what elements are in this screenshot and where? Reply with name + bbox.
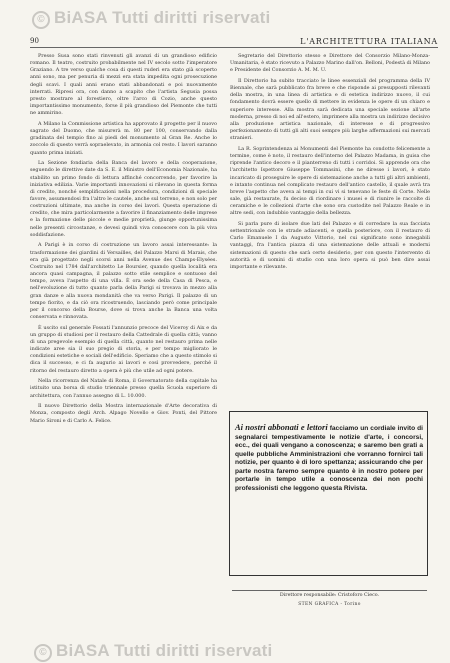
news-item: La Sezione fondiaria della Banca del lavoro e della cooperazione, seguendo le direttive date da S. E. il Ministro dell'Economia Nazionale, ha stabilito un primo fondo di lettura affinché concorrendo, per favorire la iniziativa edilizia. Varie importanti innovazioni si rilevano in questa forma di credito, nonché semplificazioni nella procedura, condizioni di speciale favore, assumendosi fra l'altro le cautele, anche sul terreno, e non solo per costruzioni ultimate, ma anche in corso dei lavori. Questa operazione di credito, che mira particolarmente a favorire il finanziamento delle imprese e la formazione delle piccole e medie proprietà, giunge opportunissima nelle presenti circostanze, e devesi quindi viva conoscere con la più viva soddisfazione.: [30, 160, 217, 238]
watermark-bottom-text: BiASA Tutti diritti riservati: [56, 641, 273, 660]
news-item: Si parla pure di isolare due lati del Palazzo e di corredare la sua facciata settentrionale con le strade adiacenti, e quella posteriore, con il restauro di Carlo Emanuele I da Augusto Vittorio, nel cui significato sono innegabili vantaggi, fra l'antica piazza di una sistemazione delle attuali e moderni sistemazioni di questo che sarà certo desiderio, per con questo l'intervento di autorità e di uomini di studio con una loro opera si può ben dire assai importante e rilevante.: [230, 220, 430, 270]
news-item: È uscito sul generale Fossati l'annunzio precoce del Viceroy di Aix e da un gruppo di studiosi per il restauro della Cattedrale di quella città; vanno di una pregevole esempio di quella città, quanto nel restauro prima nelle indicate aree sia il suo pregio di storia, e per tempo migliorato le condizioni estetiche e sociali dell'edificio. Speriamo che a questo stimolo si dica il successo, e ci fa augurio ai lavori e così provvedere, perché il ritorno del restauro diretto a opera è più che utile ad ogni potere.: [30, 324, 217, 374]
notice-body: facciamo un cordiale invito di segnalarci tempestivamente le notizie d'arte, i concorsi, ecc., dei quali vengano a conoscenza; e saremo ben grati a quelle pubbliche Amministrazioni che vorranno fornirci tali notizie, per quanto è di loro spettanza; assicurando che per parte nostra faremo sempre quanto è in nostro potere per portarle in tempo utile a conoscenza dei non pochi professionisti che leggono questa Rivista.: [235, 425, 423, 492]
news-item: A Parigi è in corso di costruzione un lavoro assai interessante: la trasformazione dei giardini di Versailles, del Palazzo Marsi di Marais, che era già progettato negli scorsi anni nella Avenue des Champs-Elysées. Costruito nel 1784 dall'architetto Le Boursier, quando quella località era ancora quasi campagna, il palazzo sotto stile semplice e sontuoso del tempo, aveva l'aspetto di una villa. È ora sede della Casa di Pesca, e nell'evoluzione di tutto quanto parla della Parigi si trovava in mezzo alla gran danze e alla nuova mondanità che va verso Parigi. Il palazzo di un tempo fiorito, e da ciò ora ricostruendo, lasciando però come principale per il concorso della Bourse, dove si trova anche la Banca una volta conservata e rinnovata.: [30, 242, 217, 320]
printer-credit: STEN GRAFICA - Torino: [298, 602, 361, 607]
page-header: [30, 37, 438, 48]
news-item: A Milano la Commissione artistica ha approvato il progetto per il nuovo sagrato del Duomo, che misurerà m. 80 per 100, conservando dalla gradinata del tempio fino ai piedi del monumento al Gran Re. Anche lo zoccolo di questo verrà sopraelevato, in armonia col resto. I lavori saranno quanto prima iniziati.: [30, 120, 217, 156]
news-item: Presso Susa sono stati rinvenuti gli avanzi di un grandioso edificio romano. Il teatro, costruito probabilmente nel IV secolo sotto l'imperatore Graziano. A tre verso qualche cosa di questi ruderi era stato già scoperto anni sono, ma per penuria di mezzi era stata impedita ogni prosecuzione degli scavi. I quali anni erano stati abbandonati e poi nuovamente interrati. Ripresi ora, con danno a scapito che l'artista Segusia possa presto mostrare al forestiero, oltre l'arco di Cozio, anche questo importantissimo monumento, forse il più grandioso del Piemonte che tutti ne ammirino.: [30, 53, 217, 117]
copyright-icon: ©: [32, 11, 50, 29]
watermark-top-text: BiASA Tutti diritti riservati: [54, 8, 271, 27]
news-item: Il Direttorio ha subito tracciato le linee essenziali del programma della IV Biennale, che sarà pubblicato fra breve e che risponde ai presupposti rilevanti della mostra, in una linea di artistica e di estetica indirizzo nuovo, il cui fondamento dovrà essere quello di mettere in evidenza le opere di un chiaro e superiore interesse. Alla mostra sarà dedicata una speciale sezione all'arte moderna, presso di noi ed all'estero, imprimere alla mostra un indirizzo decisivo alla produzione artistica nazionale, di interesse e di progressivo perfezionamento di tutti gli alti suoi sempre più larghe affermazioni sui mercati stranieri.: [230, 77, 430, 142]
journal-title: L'ARCHITETTURA ITALIANA: [300, 37, 438, 46]
news-item: Il nuovo Direttorio della Mostra internazionale d'Arte decorativa di Monza, composto degli Arch. Alpago Novello e Giov. Ponti, del Pittore Mario Sironi e di Carlo A. Felice.: [30, 403, 217, 424]
left-column: [30, 53, 217, 425]
right-column: [230, 53, 430, 271]
responsible-director: Direttore responsabile: Cristoforo Cieco.: [279, 593, 380, 598]
copyright-icon: ©: [34, 644, 52, 662]
news-item: Segretario del Direttorio stesso e Direttore del Consorzio Milano-Monza-Umanitaria, è stato ricevuto a Palazzo Marino dall'on. Belloni, Podestà di Milano e Presidente del Consorzio A. M. M. U.: [230, 53, 430, 74]
footer-divider: [232, 590, 427, 591]
subscribers-notice-box: [229, 411, 428, 576]
watermark-top: [32, 8, 270, 29]
news-item: Nella ricorrenza del Natale di Roma, il Governatorato della capitale ha istituito una borsa di studio triennale presso quella Scuola superiore di architettura, con l'annuo assegno di L. 10.000.: [30, 378, 217, 399]
news-item: La R. Soprintendenza ai Monumenti del Piemonte ha condotto felicemente a termine, come è noto, il restauro dell'interno del Palazzo Madama, in guisa che riprende l'antico decoro e il pianterreno di tutti i corridoi. Si apprende ora che l'architetto Ispettore Giuseppe Tommasini, che ne diresse i lavori, è stato incaricato di proseguire le opere di sistemazione anche a tutti gli altri ambienti, e intanto continua nel complicato restauro dell'antico castello, il quale avrà tra breve l'aspetto che aveva ai tempi in cui vi si tenevano le feste di Corte. Nelle sale, già restaurate, fu deciso di riordinare i musei e di riunire le raccolte di ceramiche e le collezioni d'arte che sono ora custodite nel Palazzo Reale e in altre sedi, con indubbio vantaggio della bellezza.: [230, 145, 430, 217]
watermark-bottom: [34, 641, 272, 662]
page-number: 90: [30, 37, 39, 45]
notice-lead: Ai nostri abbonati e lettori: [235, 422, 328, 432]
